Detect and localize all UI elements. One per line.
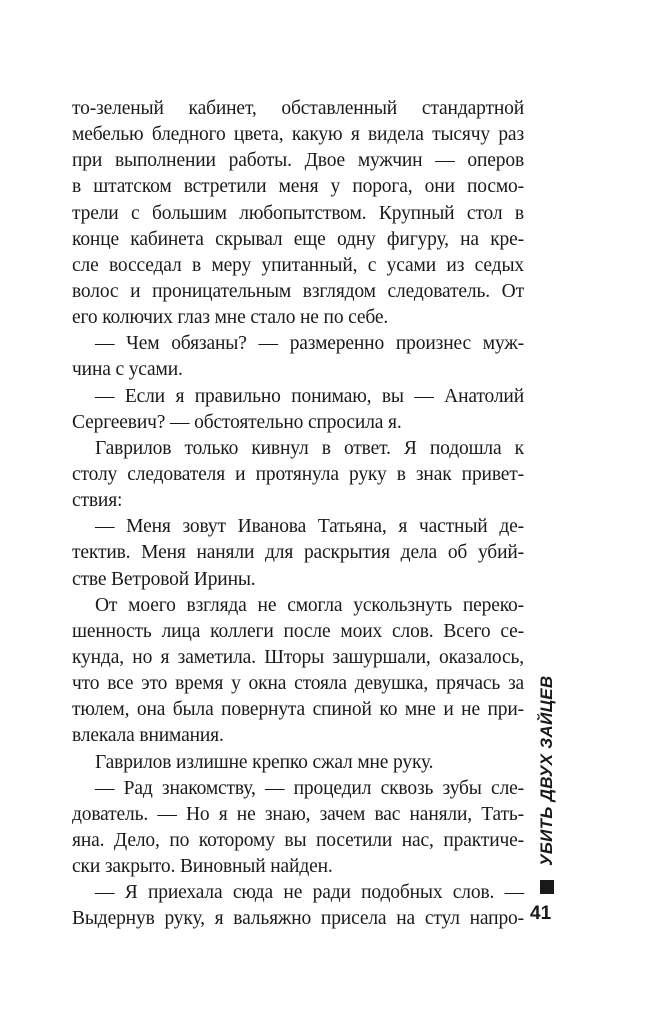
text-line: то-зеленый кабинет, обставленный стандартной bbox=[72, 98, 524, 119]
text-line: — Чем обязаны? — размеренно произнес муж- bbox=[95, 333, 524, 355]
text-line: конце кабинета скрывал еще одну фигуру, на кре- bbox=[72, 228, 524, 250]
text-line: кунда, но я заметила. Шторы зашуршали, оказалось, bbox=[72, 646, 524, 668]
text-line: чина с усами. bbox=[72, 359, 183, 381]
text-line: яна. Дело, по которому вы посетили нас, практиче- bbox=[72, 829, 524, 851]
page-number: 41 bbox=[530, 903, 552, 924]
text-line: в штатском встретили меня у порога, они посмо- bbox=[72, 176, 524, 198]
text-line: трели с большим любопытством. Крупный стол в bbox=[72, 202, 524, 224]
text-line: шенность лица коллеги после моих слов. Всего се- bbox=[72, 620, 524, 642]
running-title: УБИТЬ ДВУХ ЗАЙЦЕВ bbox=[537, 675, 556, 866]
square-marker-icon bbox=[540, 880, 554, 894]
text-line: мебелью бледного цвета, какую я видела тысячу раз bbox=[72, 124, 524, 146]
text-line: Сергеевич? — обстоятельно спросила я. bbox=[72, 411, 402, 433]
text-line: волос и проницательным взглядом следователь. От bbox=[72, 280, 524, 302]
text-line: ски закрыто. Виновный найден. bbox=[72, 856, 333, 878]
text-line: От моего взгляда не смогла ускользнуть переко- bbox=[95, 594, 524, 616]
text-line: при выполнении работы. Двое мужчин — оперов bbox=[72, 150, 524, 172]
text-line: Выдернув руку, я вальяжно присела на стул напро- bbox=[72, 908, 524, 930]
text-line: — Я приехала сюда не ради подобных слов. — bbox=[95, 882, 524, 904]
text-line: тектив. Меня наняли для раскрытия дела об убий- bbox=[72, 542, 524, 564]
text-line: влекала внимания. bbox=[72, 725, 224, 747]
text-line: дователь. — Но я не знаю, зачем вас наняли, Тать- bbox=[72, 803, 524, 825]
text-line: сле восседал в меру упитанный, с усами из седых bbox=[72, 254, 524, 276]
text-line: Гаврилов излишне крепко сжал мне руку. bbox=[95, 751, 434, 773]
text-line: его колючих глаз мне стало не по себе. bbox=[72, 307, 389, 329]
text-line: стве Ветровой Ирины. bbox=[72, 568, 256, 590]
text-line: — Меня зовут Иванова Татьяна, я частный де- bbox=[95, 516, 524, 538]
text-line: тюлем, она была повернута спиной ко мне и не при- bbox=[72, 699, 524, 721]
text-line: — Рад знакомству, — процедил сквозь зубы сле- bbox=[95, 777, 524, 799]
text-line: что все это время у окна стояла девушка, прячась за bbox=[72, 673, 524, 695]
text-line: ствия: bbox=[72, 490, 123, 512]
text-line: — Если я правильно понимаю, вы — Анатолий bbox=[95, 385, 524, 407]
text-line: Гаврилов только кивнул в ответ. Я подошла к bbox=[95, 437, 524, 459]
text-line: столу следователя и протянула руку в знак привет- bbox=[72, 463, 524, 485]
body-text bbox=[72, 96, 524, 933]
